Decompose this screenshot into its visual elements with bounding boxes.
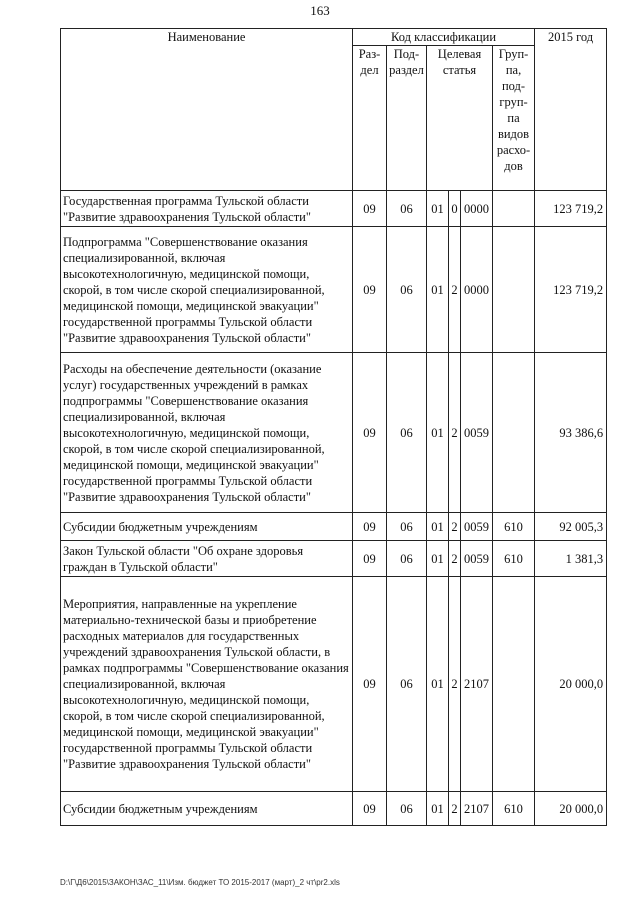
row-amount: 20 000,0 [535, 577, 607, 792]
row-name: Расходы на обеспечение деятельности (оказание услуг) государственных учреждений в рамках подпрограммы "Совершенствование оказания специализированной, включая высокотехнологичную, медицинской помощи, скорой, в том числе скорой специализированной, медицинской помощи, медицинской эвакуации" государственной программы Тульской области "Развитие здравоохранения Тульской области" [61, 353, 353, 513]
row-group [493, 353, 535, 513]
row-amount: 20 000,0 [535, 792, 607, 826]
row-target-3: 0000 [461, 191, 493, 227]
row-amount: 123 719,2 [535, 191, 607, 227]
row-name: Мероприятия, направленные на укрепление материально-технической базы и приобретение расходных материалов для государственных учреждений здравоохранения Тульской области, в рамках подпрограммы "Совершенствование оказания специализированной, включая высокотехнологичную, медицинской помощи, скорой, в том числе скорой специализированной, медицинской помощи, медицинской эвакуации" государственной программы Тульской области "Развитие здравоохранения Тульской области" [61, 577, 353, 792]
table-row [61, 513, 607, 541]
row-razdel: 09 [353, 353, 387, 513]
page-number: 163 [310, 3, 330, 18]
row-target-2: 2 [449, 792, 461, 826]
row-target-2: 2 [449, 577, 461, 792]
header-expense-group: Груп- па, под- груп- па видов расхо- дов [493, 46, 535, 191]
row-target-3: 0059 [461, 541, 493, 577]
row-group [493, 191, 535, 227]
row-amount: 1 381,3 [535, 541, 607, 577]
row-target-2: 0 [449, 191, 461, 227]
row-group: 610 [493, 513, 535, 541]
table-row [61, 353, 607, 513]
table-row [61, 191, 607, 227]
row-name: Субсидии бюджетным учреждениям [61, 792, 353, 826]
row-target-2: 2 [449, 227, 461, 353]
row-target-3: 2107 [461, 792, 493, 826]
row-target-3: 0059 [461, 353, 493, 513]
row-name: Закон Тульской области "Об охране здоровья граждан в Тульской области" [61, 541, 353, 577]
row-group: 610 [493, 792, 535, 826]
header-podrazdel: Под- раздел [387, 46, 427, 191]
table-row [61, 577, 607, 792]
header-name: Наименование [61, 29, 353, 191]
budget-table [60, 28, 607, 826]
row-razdel: 09 [353, 792, 387, 826]
row-amount: 123 719,2 [535, 227, 607, 353]
row-group: 610 [493, 541, 535, 577]
row-target-1: 01 [427, 513, 449, 541]
row-podrazdel: 06 [387, 792, 427, 826]
row-podrazdel: 06 [387, 577, 427, 792]
row-group [493, 577, 535, 792]
row-target-1: 01 [427, 577, 449, 792]
row-target-1: 01 [427, 227, 449, 353]
row-target-2: 2 [449, 513, 461, 541]
row-target-1: 01 [427, 353, 449, 513]
table-row [61, 541, 607, 577]
row-razdel: 09 [353, 541, 387, 577]
row-podrazdel: 06 [387, 541, 427, 577]
row-target-3: 2107 [461, 577, 493, 792]
row-razdel: 09 [353, 513, 387, 541]
row-name: Подпрограмма "Совершенствование оказания специализированной, включая высокотехнологичную, медицинской помощи, скорой, в том числе скорой специализированной, медицинской помощи, медицинской эвакуации" государственной программы Тульской области "Развитие здравоохранения Тульской области" [61, 227, 353, 353]
row-target-2: 2 [449, 353, 461, 513]
row-podrazdel: 06 [387, 191, 427, 227]
row-target-2: 2 [449, 541, 461, 577]
row-name: Субсидии бюджетным учреждениям [61, 513, 353, 541]
table-row [61, 227, 607, 353]
header-code: Код классификации [353, 29, 535, 46]
row-amount: 92 005,3 [535, 513, 607, 541]
row-razdel: 09 [353, 227, 387, 353]
header-row-1 [61, 29, 607, 46]
row-target-3: 0059 [461, 513, 493, 541]
table-row [61, 792, 607, 826]
row-podrazdel: 06 [387, 513, 427, 541]
row-target-1: 01 [427, 792, 449, 826]
header-target-article: Целевая статья [427, 46, 493, 191]
row-group [493, 227, 535, 353]
header-razdel: Раз- дел [353, 46, 387, 191]
row-razdel: 09 [353, 191, 387, 227]
row-podrazdel: 06 [387, 353, 427, 513]
header-year: 2015 год [535, 29, 607, 191]
row-podrazdel: 06 [387, 227, 427, 353]
row-razdel: 09 [353, 577, 387, 792]
row-target-1: 01 [427, 541, 449, 577]
row-target-3: 0000 [461, 227, 493, 353]
row-name: Государственная программа Тульской области "Развитие здравоохранения Тульской области" [61, 191, 353, 227]
row-target-1: 01 [427, 191, 449, 227]
file-path-footer: D:\Г\Д6\2015\ЗАКОН\ЗАС_11\Изм. бюджет ТО 2015-2017 (март)_2 чт\pr2.xls [60, 878, 340, 887]
row-amount: 93 386,6 [535, 353, 607, 513]
